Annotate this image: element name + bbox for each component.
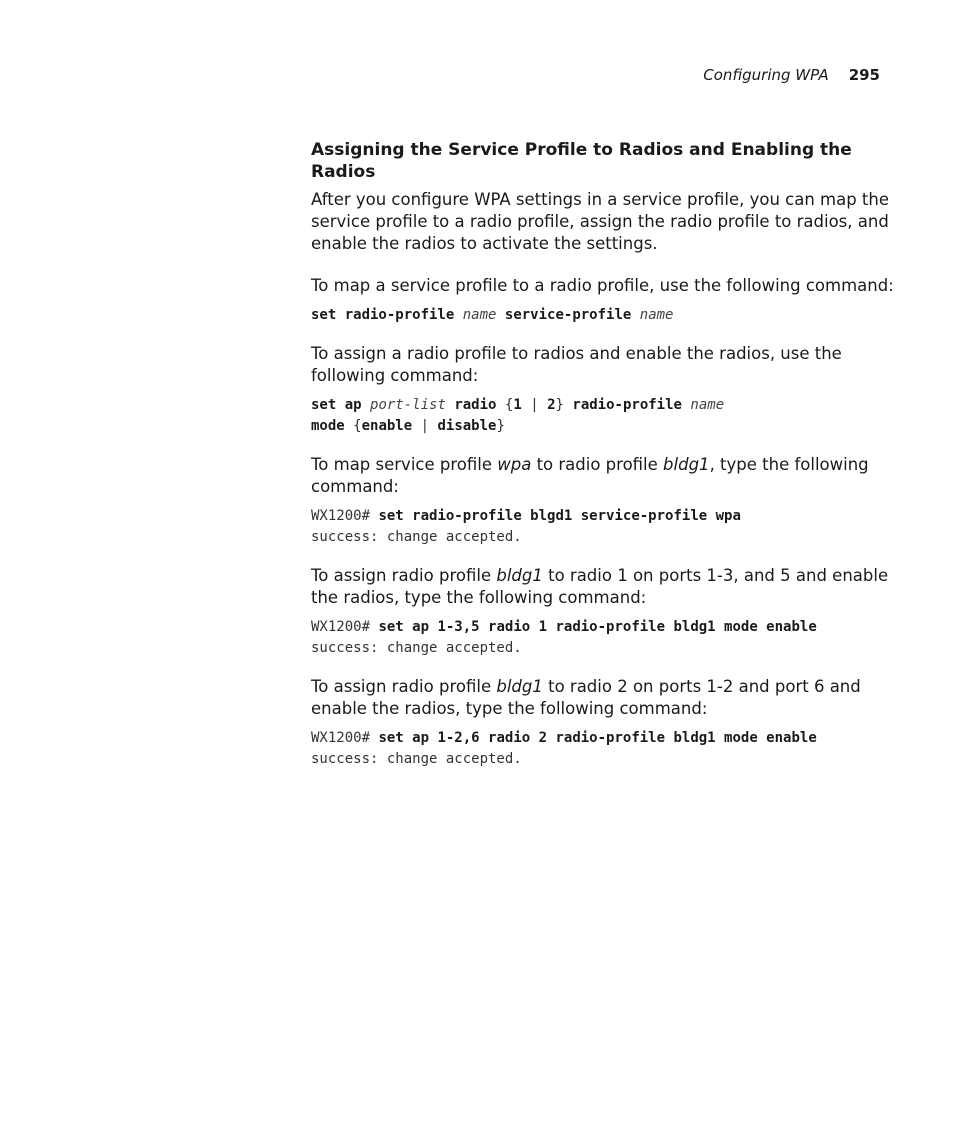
example-output-3: WX1200# set ap 1-2,6 radio 2 radio-profile bldg1 mode enable success: change accepted. [311,730,817,767]
example-output-1: WX1200# set radio-profile blgd1 service-profile wpa success: change accepted. [311,508,741,545]
example-output-2: WX1200# set ap 1-3,5 radio 1 radio-profile bldg1 mode enable success: change accepted. [311,619,817,656]
page-number: 295 [848,66,880,84]
command-syntax-2: set ap port-list radio {1 | 2} radio-profile name mode {enable | disable} [311,397,725,434]
paragraph-example-1: To map service profile wpa to radio profile bldg1, type the following command: [311,455,869,496]
section-heading: Assigning the Service Profile to Radios and Enabling the Radios [311,140,852,182]
main-content [311,139,901,787]
paragraph-map-profile: To map a service profile to a radio profile, use the following command: [311,276,894,295]
paragraph-assign-radios: To assign a radio profile to radios and enable the radios, use the following command: [311,344,842,385]
header-section-title: Configuring WPA [703,66,829,84]
page-header [703,66,880,84]
paragraph-example-2: To assign radio profile bldg1 to radio 1 on ports 1-3, and 5 and enable the radios, type the following command: [311,566,889,607]
paragraph-example-3: To assign radio profile bldg1 to radio 2 on ports 1-2 and port 6 and enable the radios, type the following command: [311,677,861,718]
intro-paragraph: After you configure WPA settings in a service profile, you can map the service profile to a radio profile, assign the radio profile to radios, and enable the radios to activate the settings. [311,190,890,253]
command-syntax-1: set radio-profile name service-profile name [311,307,674,323]
